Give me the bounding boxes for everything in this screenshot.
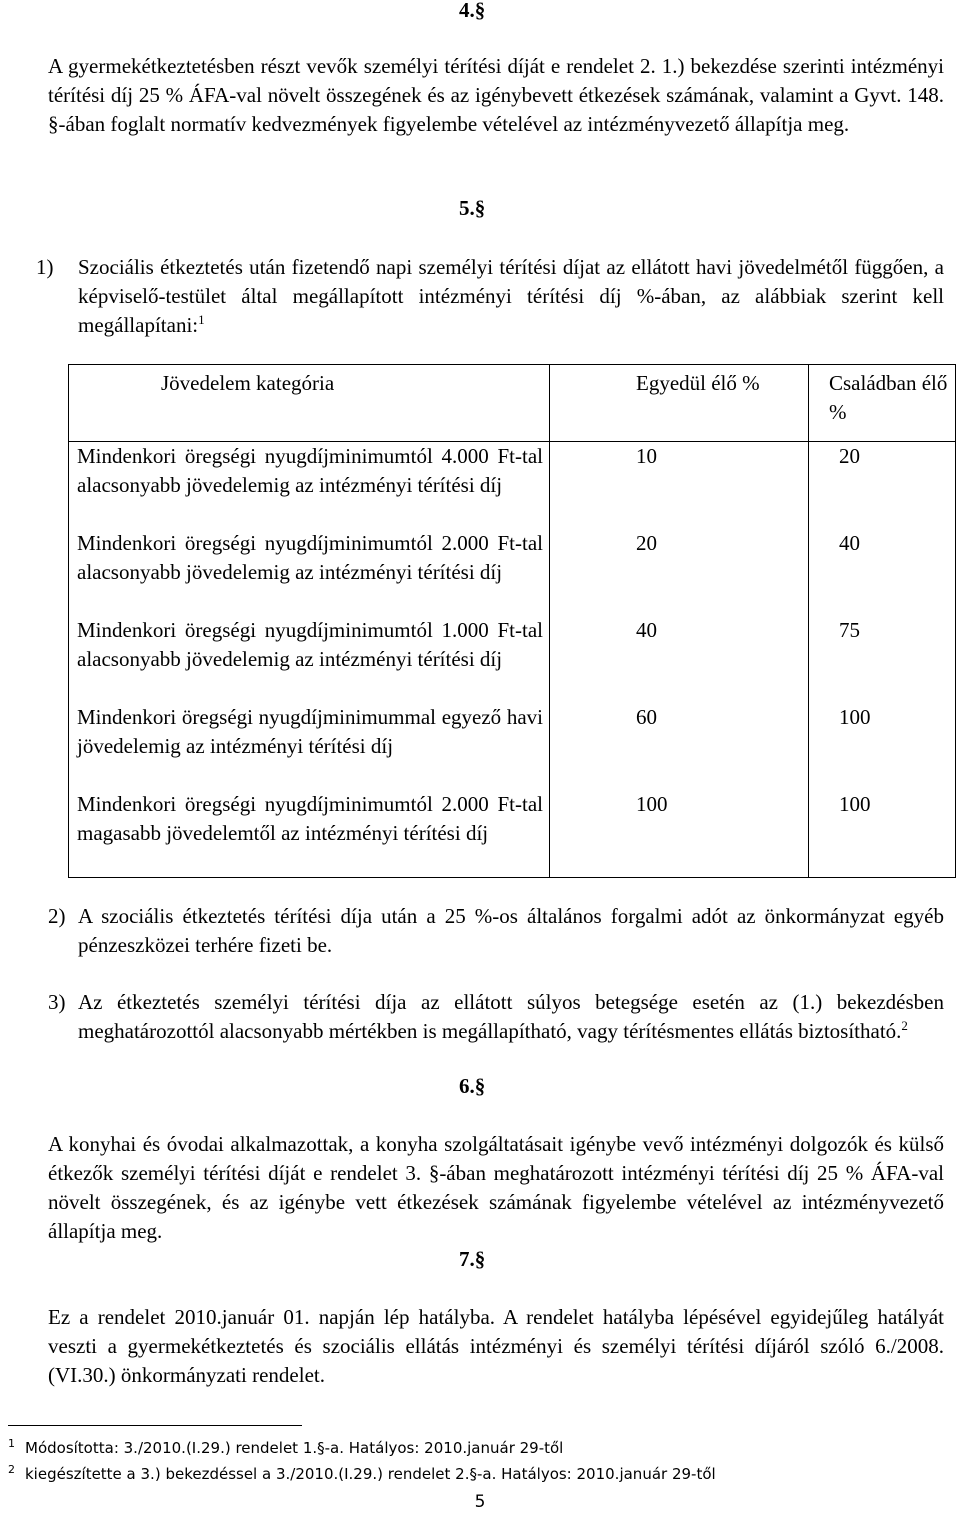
row-alone-value: 60 (550, 703, 809, 790)
row-alone-value: 100 (550, 790, 809, 878)
section-4-text: A gyermekétkeztetésben részt vevők személyi térítési díját e rendelet 2. 1.) bekezdése szerinti intézményi térítési díj 25 % ÁFA-val növelt összegének és az igénybevett étkezések számának, valamint a Gyvt. 148. §-ában foglalt normatív kedvezmények figyelembe vételével az intézményvezető állapítja meg. (48, 54, 944, 136)
fee-table (68, 364, 956, 878)
row-category: Mindenkori öregségi nyugdíjminimumtól 4.000 Ft-tal alacsonyabb jövedelemig az intézményi térítési díj (69, 442, 550, 530)
header-family: Családban élő % (809, 365, 956, 442)
table-row (69, 529, 956, 616)
table-row (69, 703, 956, 790)
section-7-text: Ez a rendelet 2010.január 01. napján lép hatályba. A rendelet hatályba lépésével egyidejűleg hatályát veszti a gyermekétkeztetés és szociális ellátás intézményi és személyi térítési díjáról szóló 6./2008.(VI.30.) önkormányzati rendelet. (48, 1305, 944, 1387)
table-row (69, 616, 956, 703)
footnote-1 (8, 1438, 563, 1458)
row-family-value: 40 (809, 529, 956, 616)
footnote-1-text: Módosította: 3./2010.(I.29.) rendelet 1.§-a. Hatályos: 2010.január 29-től (25, 1439, 564, 1457)
row-category: Mindenkori öregségi nyugdíjminimummal egyező havi jövedelemig az intézményi térítési díj (69, 703, 550, 790)
row-alone-value: 20 (550, 529, 809, 616)
item-3-text-wrap (78, 988, 944, 1046)
row-category: Mindenkori öregségi nyugdíjminimumtól 1.000 Ft-tal alacsonyabb jövedelemig az intézményi térítési díj (69, 616, 550, 703)
header-income-category: Jövedelem kategória (69, 365, 550, 442)
section-7-heading: 7.§ (459, 1247, 486, 1271)
footnote-ref-2[interactable]: 2 (901, 1018, 908, 1033)
footnote-2-text: kiegészítette a 3.) bekezdéssel a 3./2010.(I.29.) rendelet 2.§-a. Hatályos: 2010.január 29-től (25, 1465, 716, 1483)
table-row (69, 442, 956, 530)
section-5-heading: 5.§ (459, 196, 486, 220)
item-2-number: 2) (48, 904, 66, 928)
row-family-value: 75 (809, 616, 956, 703)
row-family-value: 20 (809, 442, 956, 530)
page-number: 5 (474, 1492, 486, 1512)
header-alone: Egyedül élő % (550, 365, 809, 442)
row-category: Mindenkori öregségi nyugdíjminimumtól 2.000 Ft-tal magasabb jövedelemtől az intézményi térítési díj (69, 790, 550, 878)
item-1-text-wrap (78, 253, 944, 340)
row-family-value: 100 (809, 790, 956, 878)
row-alone-value: 40 (550, 616, 809, 703)
section-6-text: A konyhai és óvodai alkalmazottak, a konyha szolgáltatásait igénybe vevő intézményi dolgozók és külső étkezők személyi térítési díját e rendelet 3. §-ában meghatározott intézményi térítési díj 25 % ÁFA-val növelt összegének, és az igénybe vett étkezések számának figyelembe vételével az intézményvezető állapítja meg. (48, 1132, 944, 1243)
footnote-2 (8, 1464, 716, 1484)
item-2-text: A szociális étkeztetés térítési díja után a 25 %-os általános forgalmi adót az önkormányzat egyéb pénzeszközei terhére fizeti be. (78, 904, 944, 957)
row-alone-value: 10 (550, 442, 809, 530)
row-category: Mindenkori öregségi nyugdíjminimumtól 2.000 Ft-tal alacsonyabb jövedelemig az intézményi térítési díj (69, 529, 550, 616)
row-family-value: 100 (809, 703, 956, 790)
item-3-number: 3) (48, 990, 66, 1014)
footnote-1-number: 1 (8, 1437, 15, 1450)
footnote-2-number: 2 (8, 1463, 15, 1476)
table-row (69, 790, 956, 878)
item-1-number: 1) (36, 255, 54, 279)
section-4-heading: 4.§ (459, 0, 486, 22)
fee-table-header (69, 365, 956, 442)
footnote-separator (8, 1425, 302, 1426)
item-3-text: Az étkeztetés személyi térítési díja az ellátott súlyos betegsége esetén az (1.) bekezdésben meghatározottól alacsonyabb mértékben is megállapítható, vagy térítésmentes ellátás biztosítható. (78, 990, 944, 1043)
item-1-text: Szociális étkeztetés után fizetendő napi személyi térítési díjat az ellátott havi jövedelmétől függően, a képviselő-testület által megállapított intézményi térítési díj %-ában, az alábbiak szerint kell megállapítani: (78, 255, 944, 337)
section-6-heading: 6.§ (459, 1074, 486, 1098)
footnote-ref-1[interactable]: 1 (198, 312, 205, 327)
